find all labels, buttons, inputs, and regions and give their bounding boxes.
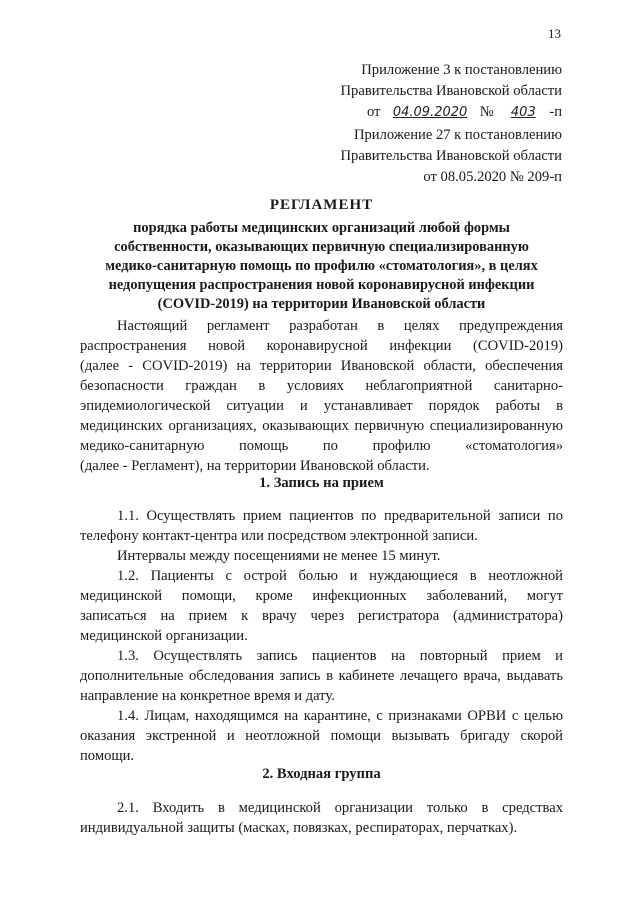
text-line: направление на конкретное время и дату.	[80, 688, 335, 704]
page-number: 13	[548, 26, 561, 41]
appendix-current-line1: Приложение 3 к постановлению	[361, 62, 562, 78]
paragraph-1-2	[80, 566, 563, 646]
paragraph-2-1	[80, 798, 563, 838]
handwritten-number: 403	[510, 105, 536, 120]
appendix-current	[300, 60, 562, 123]
text-line: 1.4. Лицам, находящимся на карантине, с признаками ОРВИ с целью	[117, 708, 563, 724]
text-line: 2.1. Входить в медицинской организации только в средствах	[117, 800, 563, 816]
appendix-current-line2: Правительства Ивановской области	[340, 83, 562, 99]
document-title	[80, 196, 563, 314]
appendix-previous-line2: Правительства Ивановской области	[340, 148, 562, 164]
text-line: помощи.	[80, 748, 135, 764]
text-line: телефону контакт-центра или посредством электронной записи.	[80, 528, 478, 544]
text-line: медико-санитарную помощь по профилю «стоматология»	[80, 438, 563, 454]
title-line: собственности, оказывающих первичную специализированную	[114, 239, 529, 255]
text-line: медицинской помощи, кроме инфекционных заболеваний, могут	[80, 588, 563, 604]
title-line: недопущения распространения новой коронавирусной инфекции	[108, 277, 535, 293]
text-line: медицинской организации.	[80, 628, 248, 644]
text-line: распространения новой коронавирусной инфекции (COVID-2019)	[80, 338, 563, 354]
text-line: записаться на прием к врачу через регистратора (администратора)	[80, 608, 563, 624]
text-line: эпидемиологической ситуации и устанавливает порядок работы в	[80, 398, 563, 414]
text-line: Интервалы между посещениями не менее 15 минут.	[117, 548, 441, 564]
text-line: медицинских организациях, оказывающих первичную специализированную	[80, 418, 563, 434]
text-line: оказания экстренной и неотложной помощи вызывать бригаду скорой	[80, 728, 563, 744]
appendix-previous-line1: Приложение 27 к постановлению	[353, 127, 562, 143]
text-line: 1.3. Осуществлять запись пациентов на повторный прием и	[117, 648, 563, 664]
title-main: РЕГЛАМЕНТ	[269, 197, 374, 213]
text-line: Настоящий регламент разработан в целях предупреждения	[117, 318, 563, 334]
title-line: (COVID-2019) на территории Ивановской области	[157, 296, 486, 312]
handwritten-date: 04.09.2020	[392, 105, 468, 120]
text-line: индивидуальной защиты (масках, повязках, респираторах, перчатках).	[80, 820, 518, 836]
text-line: дополнительные обследования запись в кабинете лечащего врача, выдавать	[80, 668, 563, 684]
text-line: (далее - COVID-2019) на территории Ивановской области, обеспечения	[80, 358, 563, 374]
intro-paragraph	[80, 316, 563, 476]
paragraph-1-3	[80, 646, 563, 706]
paragraph-1-1	[80, 506, 563, 566]
date-prefix: от	[366, 104, 381, 120]
appendix-current-date-line	[300, 102, 562, 123]
appendix-previous	[300, 125, 562, 188]
title-line: медико-санитарную помощь по профилю «стоматология», в целях	[105, 258, 538, 274]
appendix-previous-line3: от 08.05.2020 № 209-п	[423, 169, 562, 185]
text-line: 1.2. Пациенты с острой болью и нуждающиеся в неотложной	[117, 568, 563, 584]
number-suffix: -п	[549, 104, 562, 120]
text-line: (далее - Регламент), на территории Ивановской области.	[80, 458, 430, 474]
section-2-heading: 2. Входная группа	[262, 766, 381, 782]
number-prefix: №	[479, 104, 494, 120]
text-line: безопасности граждан в условиях неблагоприятной санитарно-	[80, 378, 563, 394]
title-line: порядка работы медицинских организаций любой формы	[133, 220, 510, 236]
text-line: 1.1. Осуществлять прием пациентов по предварительной записи по	[117, 508, 563, 524]
section-1-heading: 1. Запись на прием	[259, 475, 384, 491]
paragraph-1-4	[80, 706, 563, 766]
